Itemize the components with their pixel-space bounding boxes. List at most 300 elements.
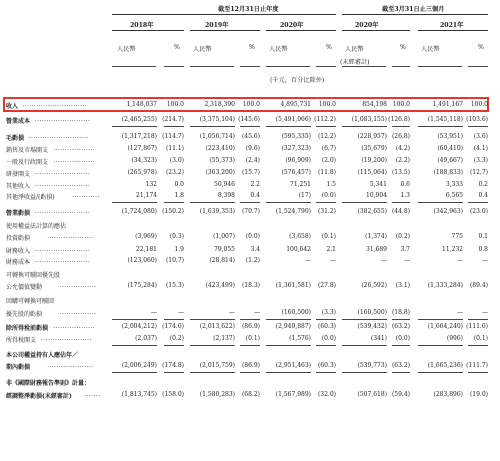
year-2020-q1: 2020年 bbox=[355, 22, 379, 29]
amount-cell: (423,499) bbox=[205, 282, 235, 289]
amount-cell: (327,323) bbox=[281, 145, 311, 152]
leader-dots: ............ bbox=[72, 192, 100, 199]
percent-cell: (60.3) bbox=[317, 362, 336, 369]
row-label: 投資虧損 bbox=[6, 235, 31, 242]
subtotal-rule bbox=[342, 345, 387, 346]
amount-cell: 22,181 bbox=[136, 246, 157, 253]
percent-cell: 0.1 bbox=[478, 233, 488, 240]
amount-cell: (2,951,463) bbox=[275, 362, 311, 369]
percent-cell: — bbox=[254, 309, 260, 316]
subtotal-rule bbox=[240, 345, 260, 346]
percent-cell: (12.7) bbox=[469, 169, 488, 176]
row-label: 經調整淨虧損(未經審計) bbox=[6, 393, 72, 400]
table-row bbox=[0, 257, 500, 269]
leader-dots: .................... bbox=[47, 362, 94, 369]
leader-dots: ........................ bbox=[34, 116, 91, 123]
col-label: % bbox=[478, 44, 484, 51]
leader-dots: ...................... bbox=[41, 335, 92, 342]
table-row bbox=[0, 208, 500, 220]
unit-note: (千元，百分比除外) bbox=[270, 77, 325, 84]
amount-cell: (283,896) bbox=[433, 391, 463, 398]
percent-cell: 100.0 bbox=[166, 101, 184, 108]
amount-cell: 79,055 bbox=[214, 246, 235, 253]
amount-cell: (127,867) bbox=[127, 145, 157, 152]
row-label: 銷售及市場開支 bbox=[6, 147, 49, 154]
row-label: 回購可轉換可贖回 bbox=[6, 298, 55, 305]
amount-cell: (188,833) bbox=[433, 169, 463, 176]
percent-cell: (26.8) bbox=[391, 133, 410, 140]
percent-cell: 0.6 bbox=[400, 181, 410, 188]
amount-cell: (35,679) bbox=[361, 145, 387, 152]
percent-cell: (3.1) bbox=[395, 282, 410, 289]
col-rule bbox=[392, 66, 410, 67]
leader-dots: .................. bbox=[53, 145, 95, 152]
year-rule-1 bbox=[112, 30, 184, 31]
subtotal-rule bbox=[266, 345, 311, 346]
amount-cell: (28,814) bbox=[209, 257, 235, 264]
percent-cell: (18.8) bbox=[391, 309, 410, 316]
percent-cell: (6.7) bbox=[321, 145, 336, 152]
amount-cell: 1,148,037 bbox=[126, 101, 157, 108]
amount-cell: (115,064) bbox=[357, 169, 387, 176]
row-label: 優先股的虧損 bbox=[6, 311, 43, 318]
subtotal-rule bbox=[164, 372, 184, 373]
col-label: 人民幣 bbox=[269, 46, 288, 53]
amount-cell: (3,658) bbox=[289, 233, 311, 240]
subtotal-rule bbox=[316, 202, 336, 203]
col-rule bbox=[190, 66, 234, 67]
subtotal-rule bbox=[342, 319, 387, 320]
amount-cell: — bbox=[151, 309, 157, 316]
percent-cell: 0.8 bbox=[478, 246, 488, 253]
subtotal-rule bbox=[418, 319, 463, 320]
amount-cell: (1,639,353) bbox=[199, 208, 235, 215]
percent-cell: — bbox=[482, 257, 488, 264]
subtotal-rule bbox=[112, 319, 157, 320]
table-row bbox=[0, 145, 500, 157]
percent-cell: (18.3) bbox=[241, 282, 260, 289]
table-row bbox=[0, 391, 500, 403]
year-2020: 2020年 bbox=[280, 22, 304, 29]
percent-cell: (214.7) bbox=[162, 116, 184, 123]
row-label: 期內虧損 bbox=[6, 364, 31, 371]
percent-cell: (3.3) bbox=[473, 157, 488, 164]
subtotal-rule bbox=[190, 345, 235, 346]
percent-cell: 0.4 bbox=[478, 192, 488, 199]
percent-cell: (174.6) bbox=[162, 323, 184, 330]
percent-cell: 1.8 bbox=[174, 192, 184, 199]
percent-cell: 3.4 bbox=[250, 246, 260, 253]
amount-cell: (2,004,212) bbox=[121, 323, 157, 330]
subtotal-rule bbox=[112, 345, 157, 346]
percent-cell: 1.9 bbox=[174, 246, 184, 253]
percent-cell: (63.2) bbox=[391, 362, 410, 369]
row-label: 公允價值變動 bbox=[6, 284, 43, 291]
percent-cell: (2.4) bbox=[245, 157, 260, 164]
subtotal-rule bbox=[164, 345, 184, 346]
year-group-title: 截至12月31日止年度 bbox=[218, 6, 279, 13]
subtotal-rule bbox=[190, 202, 235, 203]
amount-cell: (1,317,218) bbox=[121, 133, 157, 140]
amount-cell: (1,056,714) bbox=[199, 133, 235, 140]
percent-cell: (3.3) bbox=[321, 309, 336, 316]
subtotal-rule bbox=[190, 319, 235, 320]
amount-cell: (228,957) bbox=[357, 133, 387, 140]
amount-cell: (55,373) bbox=[209, 157, 235, 164]
table-row bbox=[0, 282, 500, 294]
amount-cell: (53,951) bbox=[437, 133, 463, 140]
subtotal-rule bbox=[112, 372, 157, 373]
col-label: % bbox=[174, 44, 180, 51]
subtotal-rule bbox=[190, 372, 235, 373]
amount-cell: (382,655) bbox=[357, 208, 387, 215]
subtotal-rule bbox=[392, 372, 410, 373]
subtotal-rule bbox=[266, 126, 311, 127]
percent-cell: (0.3) bbox=[169, 233, 184, 240]
percent-cell: (0.2) bbox=[169, 335, 184, 342]
percent-cell: (19.0) bbox=[469, 391, 488, 398]
subtotal-rule bbox=[112, 202, 157, 203]
table-row bbox=[0, 350, 500, 362]
amount-cell: (2,015,759) bbox=[199, 362, 235, 369]
percent-cell: (9.6) bbox=[245, 145, 260, 152]
subtotal-rule bbox=[190, 126, 235, 127]
amount-cell: 11,232 bbox=[442, 246, 463, 253]
amount-cell: (539,773) bbox=[357, 362, 387, 369]
amount-cell: 2,318,390 bbox=[204, 101, 235, 108]
subtotal-rule bbox=[392, 345, 410, 346]
percent-cell: (114.7) bbox=[162, 133, 184, 140]
amount-cell: (1,576) bbox=[289, 335, 311, 342]
row-label: 使用權益法計算的應佔 bbox=[6, 223, 67, 230]
subtotal-rule bbox=[266, 202, 311, 203]
amount-cell: (1,665,236) bbox=[427, 362, 463, 369]
subtotal-rule bbox=[240, 319, 260, 320]
row-label: 所得稅開支 bbox=[6, 337, 37, 344]
percent-cell: (1.2) bbox=[245, 257, 260, 264]
amount-cell: (175,284) bbox=[127, 282, 157, 289]
unaudited-note: (未經審計) bbox=[340, 59, 370, 66]
leader-dots: ................ bbox=[59, 282, 97, 289]
amount-cell: (3,375,104) bbox=[199, 116, 235, 123]
row-label: 除所得稅前虧損 bbox=[6, 325, 49, 332]
amount-cell: 5,341 bbox=[369, 181, 387, 188]
amount-cell: (1,580,283) bbox=[199, 391, 235, 398]
table-row bbox=[0, 101, 500, 113]
percent-cell: (27.8) bbox=[317, 282, 336, 289]
amount-cell: (26,592) bbox=[361, 282, 387, 289]
table-row bbox=[0, 157, 500, 169]
year-2018: 2018年 bbox=[130, 22, 154, 29]
leader-dots: ............................ bbox=[22, 101, 87, 108]
amount-cell: — bbox=[229, 309, 235, 316]
amount-cell: (1,083,155) bbox=[351, 116, 387, 123]
amount-cell: (1,545,118) bbox=[427, 116, 463, 123]
percent-cell: (12.2) bbox=[317, 133, 336, 140]
percent-cell: (32.0) bbox=[317, 391, 336, 398]
amount-cell: 31,689 bbox=[366, 246, 387, 253]
percent-cell: 0.0 bbox=[174, 181, 184, 188]
amount-cell: (1,333,284) bbox=[427, 282, 463, 289]
percent-cell: — bbox=[404, 257, 410, 264]
amount-cell: 6,565 bbox=[445, 192, 463, 199]
percent-cell: (86.9) bbox=[241, 323, 260, 330]
amount-cell: (96,909) bbox=[285, 157, 311, 164]
subtotal-rule bbox=[342, 372, 387, 373]
percent-cell: (3.0) bbox=[169, 157, 184, 164]
percent-cell: (174.8) bbox=[162, 362, 184, 369]
subtotal-rule bbox=[316, 126, 336, 127]
leader-dots: .................. bbox=[53, 323, 95, 330]
percent-cell: (23.0) bbox=[469, 208, 488, 215]
percent-cell: — bbox=[330, 257, 336, 264]
amount-cell: — bbox=[457, 309, 463, 316]
percent-cell: (0.1) bbox=[473, 335, 488, 342]
amount-cell: (1,374) bbox=[365, 233, 387, 240]
percent-cell: (45.6) bbox=[241, 133, 260, 140]
col-rule bbox=[342, 66, 386, 67]
header-rule-years bbox=[112, 14, 336, 15]
percent-cell: (111.6) bbox=[466, 323, 488, 330]
amount-cell: (5,491,066) bbox=[275, 116, 311, 123]
amount-cell: 71,251 bbox=[290, 181, 311, 188]
col-label: 人民幣 bbox=[117, 46, 136, 53]
subtotal-rule bbox=[418, 372, 463, 373]
amount-cell: (1,664,240) bbox=[427, 323, 463, 330]
amount-cell: — bbox=[305, 257, 311, 264]
percent-cell: (4.1) bbox=[473, 145, 488, 152]
percent-cell: (89.4) bbox=[469, 282, 488, 289]
leader-dots: .................. bbox=[53, 157, 95, 164]
percent-cell: (10.7) bbox=[165, 257, 184, 264]
amount-cell: (2,013,622) bbox=[199, 323, 235, 330]
col-rule bbox=[316, 66, 336, 67]
percent-cell: (0.0) bbox=[395, 335, 410, 342]
col-label: 人民幣 bbox=[421, 46, 440, 53]
amount-cell: (1,361,581) bbox=[275, 282, 311, 289]
percent-cell: (145.6) bbox=[238, 116, 260, 123]
percent-cell: 100.0 bbox=[470, 101, 488, 108]
row-label: 本公司權益持有人應佔年／ bbox=[6, 352, 79, 359]
leader-dots: .......................... bbox=[28, 133, 89, 140]
row-label: 營業虧損 bbox=[6, 210, 31, 217]
amount-cell: (60,410) bbox=[437, 145, 463, 152]
percent-cell: (86.9) bbox=[241, 362, 260, 369]
percent-cell: (15.7) bbox=[241, 169, 260, 176]
col-rule bbox=[164, 66, 184, 67]
subtotal-rule bbox=[418, 202, 463, 203]
subtotal-rule bbox=[240, 126, 260, 127]
subtotal-rule bbox=[392, 202, 410, 203]
amount-cell: 132 bbox=[145, 181, 157, 188]
amount-cell: (342,963) bbox=[433, 208, 463, 215]
percent-cell: (0.0) bbox=[245, 233, 260, 240]
amount-cell: — bbox=[381, 257, 387, 264]
leader-dots: ........................ bbox=[34, 257, 91, 264]
amount-cell: (34,323) bbox=[131, 157, 157, 164]
amount-cell: (2,037) bbox=[135, 335, 157, 342]
table-row bbox=[0, 296, 500, 308]
row-label: 財務成本 bbox=[6, 259, 31, 266]
amount-cell: (2,137) bbox=[213, 335, 235, 342]
amount-cell: 3,333 bbox=[445, 181, 463, 188]
amount-cell: 100,642 bbox=[286, 246, 311, 253]
percent-cell: (0.1) bbox=[321, 233, 336, 240]
leader-dots: .................... bbox=[47, 233, 94, 240]
amount-cell: (3,969) bbox=[135, 233, 157, 240]
amount-cell: 10,904 bbox=[366, 192, 387, 199]
percent-cell: — bbox=[482, 309, 488, 316]
amount-cell: (1,724,080) bbox=[121, 208, 157, 215]
percent-cell: (0.1) bbox=[245, 335, 260, 342]
amount-cell: (595,335) bbox=[281, 133, 311, 140]
subtotal-rule bbox=[316, 319, 336, 320]
amount-cell: (160,500) bbox=[357, 309, 387, 316]
amount-cell: 8,398 bbox=[217, 192, 235, 199]
amount-cell: (1,813,745) bbox=[121, 391, 157, 398]
subtotal-rule bbox=[164, 126, 184, 127]
percent-cell: 2.2 bbox=[250, 181, 260, 188]
col-rule bbox=[418, 66, 462, 67]
leader-dots: ........................ bbox=[34, 246, 91, 253]
percent-cell: 0.4 bbox=[250, 192, 260, 199]
year-2019: 2019年 bbox=[205, 22, 229, 29]
row-label: 一般及行政開支 bbox=[6, 159, 49, 166]
percent-cell: (0.0) bbox=[321, 335, 336, 342]
row-label: 財務收入 bbox=[6, 248, 31, 255]
percent-cell: 2.1 bbox=[326, 246, 336, 253]
row-label: 其他淨收益/(虧損) bbox=[6, 194, 55, 201]
table-row bbox=[0, 233, 500, 245]
percent-cell: (4.2) bbox=[395, 145, 410, 152]
amount-cell: (123,060) bbox=[127, 257, 157, 264]
percent-cell: (111.7) bbox=[466, 362, 488, 369]
subtotal-rule bbox=[112, 126, 157, 127]
table-row bbox=[0, 169, 500, 181]
percent-cell: (11.1) bbox=[165, 145, 184, 152]
percent-cell: (112.2) bbox=[314, 116, 336, 123]
subtotal-rule bbox=[468, 126, 488, 127]
table-row bbox=[0, 323, 500, 335]
amount-cell: (363,200) bbox=[205, 169, 235, 176]
col-rule bbox=[468, 66, 488, 67]
subtotal-rule bbox=[164, 202, 184, 203]
amount-cell: (1,007) bbox=[213, 233, 235, 240]
percent-cell: 1.5 bbox=[326, 181, 336, 188]
subtotal-rule bbox=[240, 372, 260, 373]
subtotal-rule bbox=[468, 319, 488, 320]
amount-cell: (1,524,790) bbox=[275, 208, 311, 215]
percent-cell: (60.3) bbox=[317, 323, 336, 330]
amount-cell: (341) bbox=[370, 335, 387, 342]
percent-cell: (11.8) bbox=[317, 169, 336, 176]
table-row bbox=[0, 270, 500, 282]
amount-cell: (507,618) bbox=[357, 391, 387, 398]
row-label: 毛虧損 bbox=[6, 135, 25, 142]
table-row bbox=[0, 133, 500, 145]
row-label: 營業成本 bbox=[6, 118, 31, 125]
amount-cell: 4,895,731 bbox=[280, 101, 311, 108]
col-rule bbox=[240, 66, 260, 67]
percent-cell: (2.0) bbox=[321, 157, 336, 164]
amount-cell: 21,174 bbox=[136, 192, 157, 199]
amount-cell: 50,946 bbox=[214, 181, 235, 188]
percent-cell: (68.2) bbox=[241, 391, 260, 398]
amount-cell: — bbox=[457, 257, 463, 264]
year-rule-5 bbox=[418, 30, 488, 31]
year-rule-4 bbox=[342, 30, 410, 31]
col-rule bbox=[266, 66, 310, 67]
subtotal-rule bbox=[240, 202, 260, 203]
leader-dots: ........................ bbox=[34, 208, 91, 215]
amount-cell: (2,949,887) bbox=[275, 323, 311, 330]
subtotal-rule bbox=[418, 126, 463, 127]
subtotal-rule bbox=[164, 319, 184, 320]
subtotal-rule bbox=[468, 202, 488, 203]
amount-cell: (2,006,249) bbox=[121, 362, 157, 369]
amount-cell: (996) bbox=[446, 335, 463, 342]
percent-cell: 100.0 bbox=[392, 101, 410, 108]
subtotal-rule bbox=[266, 319, 311, 320]
amount-cell: (19,200) bbox=[361, 157, 387, 164]
subtotal-rule bbox=[468, 372, 488, 373]
amount-cell: (265,978) bbox=[127, 169, 157, 176]
percent-cell: (150.2) bbox=[162, 208, 184, 215]
subtotal-rule bbox=[392, 126, 410, 127]
subtotal-rule bbox=[418, 345, 463, 346]
col-label: 人民幣 bbox=[193, 46, 212, 53]
row-label: 研發開支 bbox=[6, 171, 31, 178]
subtotal-rule bbox=[468, 345, 488, 346]
percent-cell: (2.2) bbox=[395, 157, 410, 164]
subtotal-rule bbox=[266, 372, 311, 373]
subtotal-rule bbox=[342, 126, 387, 127]
percent-cell: 100.0 bbox=[242, 101, 260, 108]
amount-cell: (223,410) bbox=[205, 145, 235, 152]
year-rule-3 bbox=[266, 30, 336, 31]
subtotal-rule bbox=[392, 319, 410, 320]
amount-cell: 854,198 bbox=[362, 101, 387, 108]
table-row bbox=[0, 221, 500, 233]
row-label: 其他收入 bbox=[6, 183, 31, 190]
percent-cell: (3.6) bbox=[473, 133, 488, 140]
col-label: % bbox=[400, 44, 406, 51]
amount-cell: (576,457) bbox=[281, 169, 311, 176]
percent-cell: (126.8) bbox=[388, 116, 410, 123]
amount-cell: (49,667) bbox=[437, 157, 463, 164]
leader-dots: ................ bbox=[59, 309, 97, 316]
leader-dots: ........................ bbox=[34, 181, 91, 188]
col-label: % bbox=[249, 44, 255, 51]
percent-cell: (63.2) bbox=[391, 323, 410, 330]
percent-cell: (0.2) bbox=[395, 233, 410, 240]
leader-dots: ....... bbox=[84, 391, 101, 398]
percent-cell: (103.6) bbox=[466, 116, 488, 123]
percent-cell: (70.7) bbox=[241, 208, 260, 215]
col-rule bbox=[112, 66, 156, 67]
percent-cell: 3.7 bbox=[400, 246, 410, 253]
percent-cell: (158.0) bbox=[162, 391, 184, 398]
subtotal-rule bbox=[342, 202, 387, 203]
percent-cell: (31.2) bbox=[317, 208, 336, 215]
percent-cell: (59.4) bbox=[391, 391, 410, 398]
subtotal-rule bbox=[316, 372, 336, 373]
amount-cell: (1,567,989) bbox=[275, 391, 311, 398]
row-label: 收入 bbox=[6, 103, 19, 110]
amount-cell: (2,465,255) bbox=[121, 116, 157, 123]
percent-cell: (0.0) bbox=[321, 192, 336, 199]
row-label: 非《國際財務報告準則》計量： bbox=[6, 380, 91, 387]
